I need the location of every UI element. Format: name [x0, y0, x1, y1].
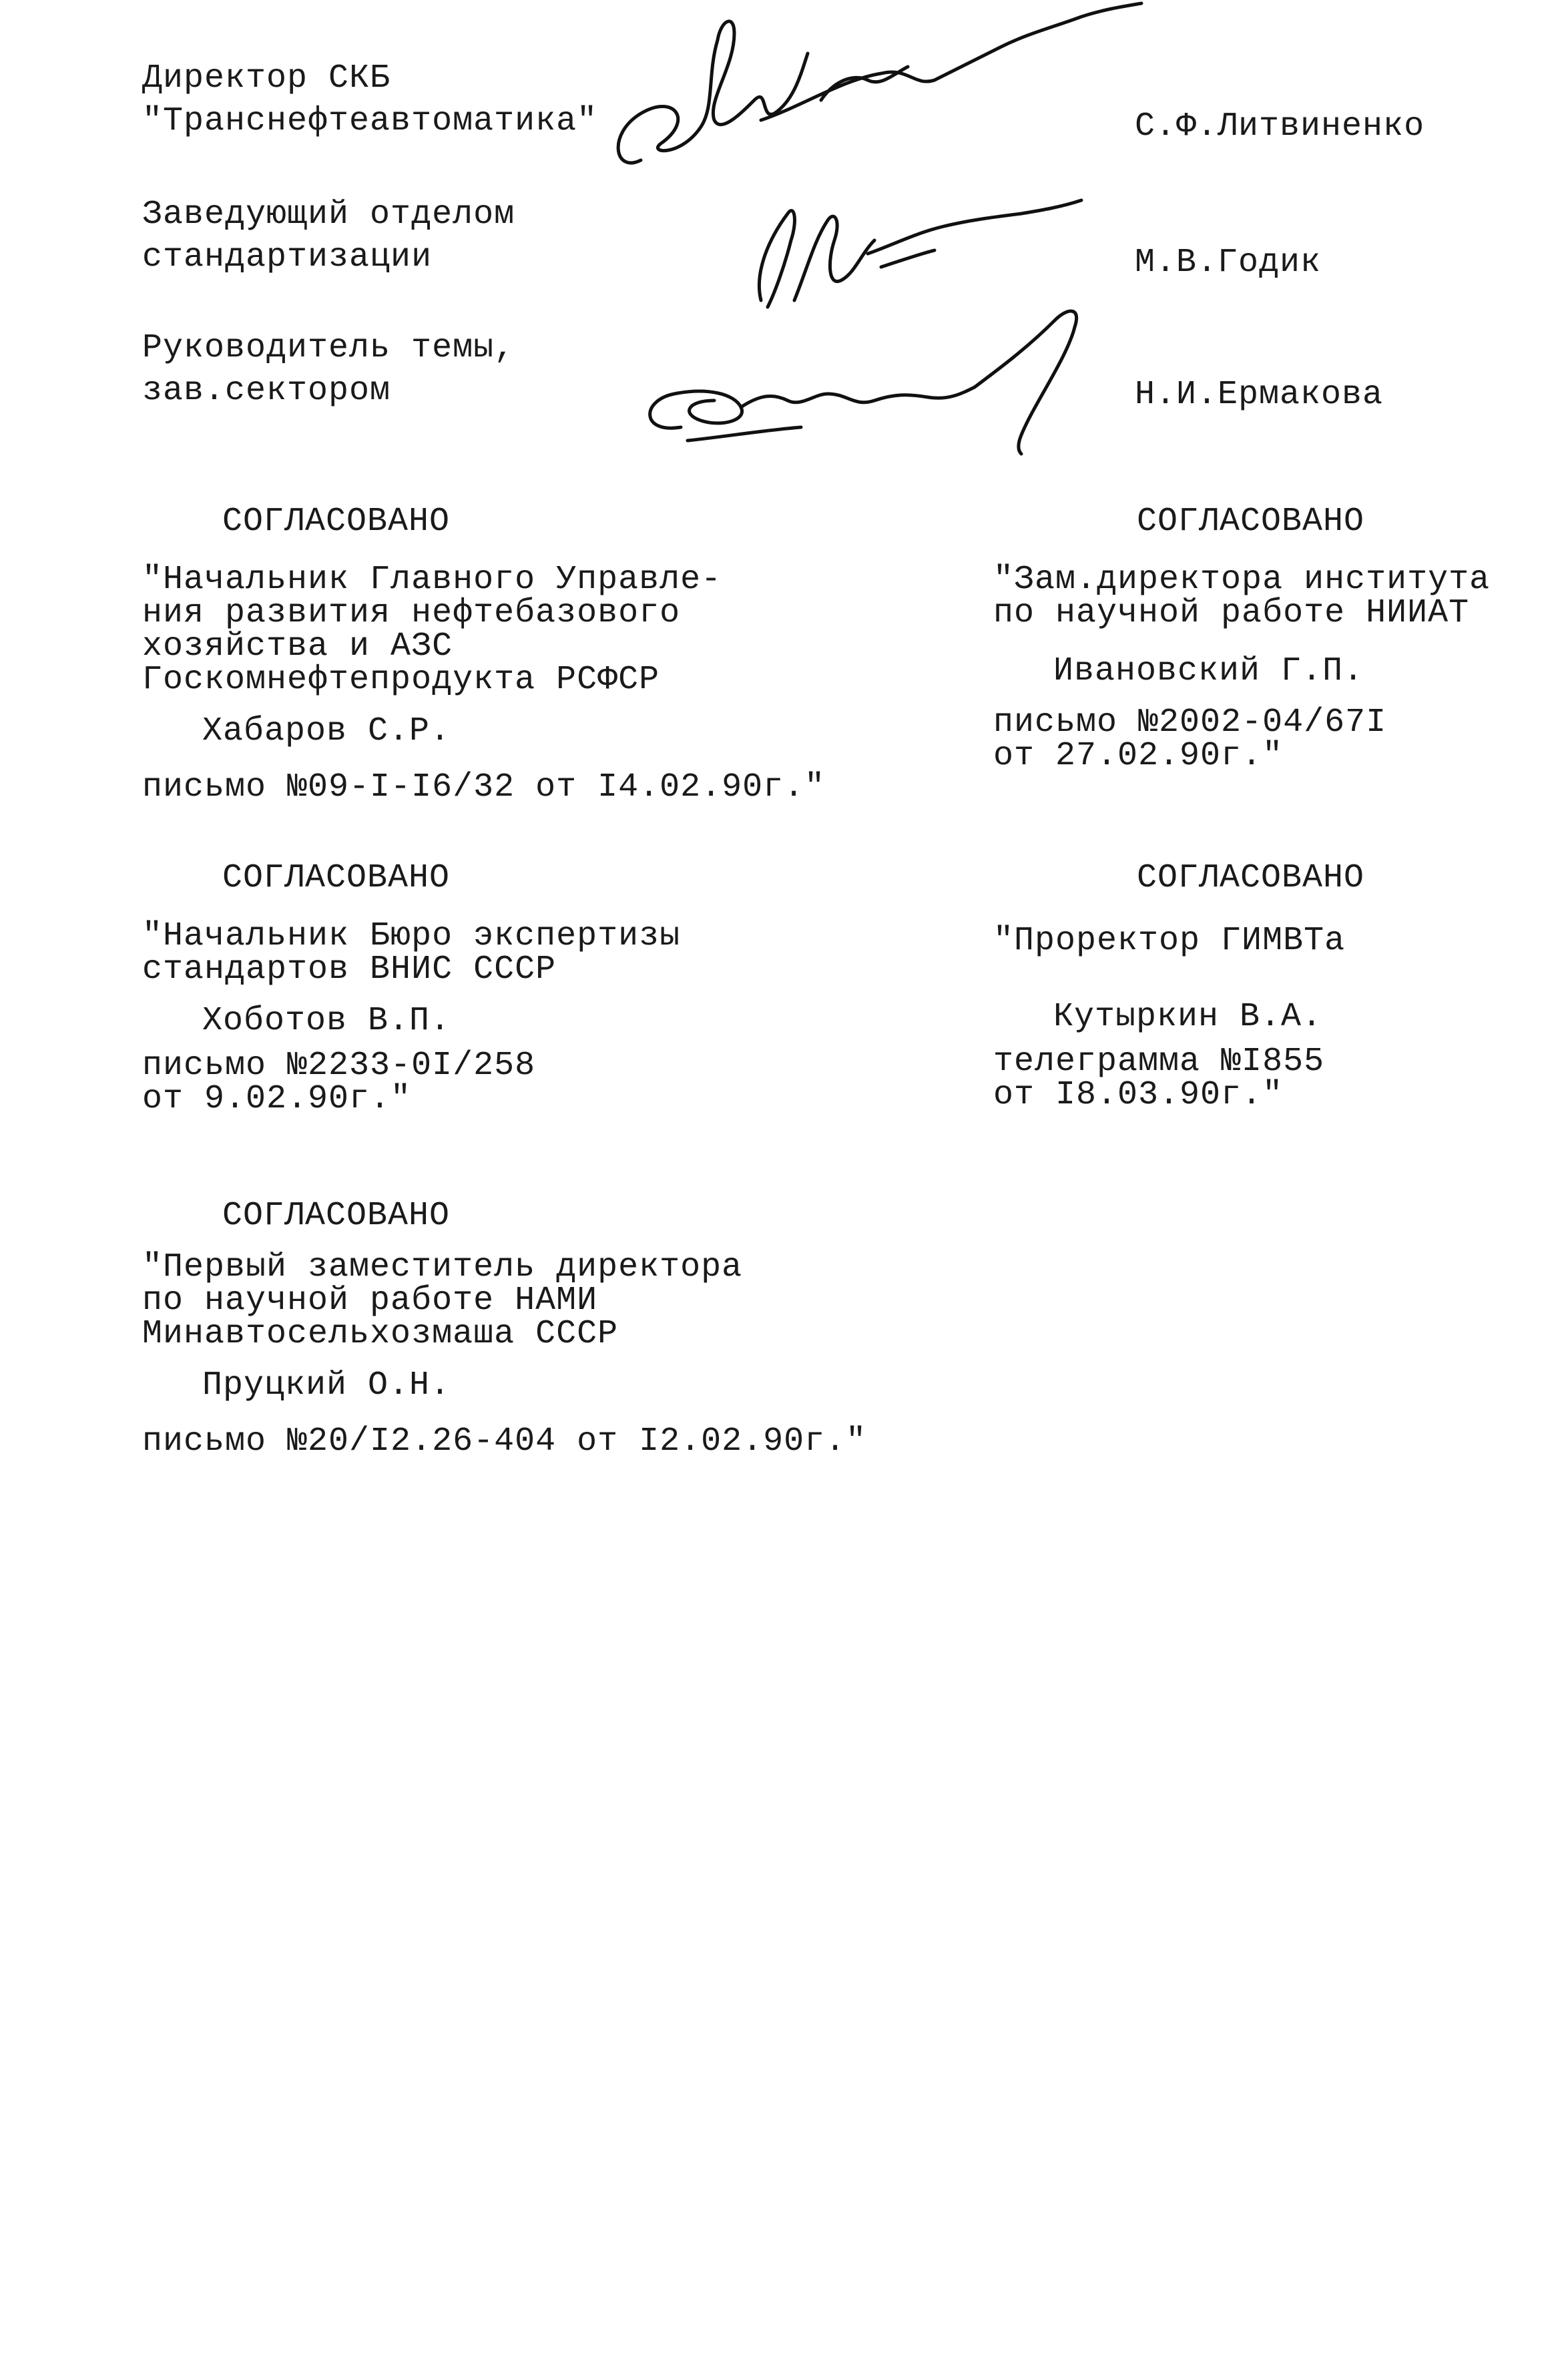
approval-heading: СОГЛАСОВАНО [1137, 503, 1365, 541]
approval-letter-line: телеграмма №I855 [993, 1043, 1325, 1081]
approval-person: Пруцкий О.Н. [202, 1366, 451, 1404]
approval-khobotov [142, 857, 680, 1116]
approval-letter-line: письмо №2233-0I/258 [142, 1047, 536, 1085]
approval-person: Хоботов В.П. [202, 1002, 451, 1040]
signatory-head-of-department [142, 194, 515, 279]
approval-person: Хабаров С.Р. [202, 712, 451, 750]
approval-body-line: Минавтосельхозмаша СССР [142, 1315, 619, 1353]
approval-letter-line: письмо №2002-04/67I [993, 704, 1387, 742]
approval-body-line: "Первый заместитель директора [142, 1248, 743, 1286]
signatory-position-line: зав.сектором [142, 372, 391, 410]
signatory-position-line: "Транснефтеавтоматика" [142, 102, 598, 140]
approval-body-line: "Начальник Бюро экспертизы [142, 917, 681, 955]
approval-khabarov [142, 501, 825, 809]
approval-body-line: по научной работе НАМИ [142, 1282, 598, 1320]
approval-body-line: "Зам.директора института [993, 561, 1491, 599]
approval-person: Ивановский Г.П. [1053, 652, 1364, 690]
signatory-director [142, 57, 597, 143]
signatory-position-line: Заведующий отделом [142, 196, 515, 234]
approval-body-line: стандартов ВНИС СССР [142, 951, 557, 989]
approval-letter-line: письмо №09-I-I6/32 от I4.02.90г." [142, 768, 826, 806]
approval-body-line: "Начальник Главного Управле- [142, 561, 722, 599]
approval-letter-line: от 9.02.90г." [142, 1080, 412, 1118]
approval-body-line: ния развития нефтебазового [142, 594, 681, 632]
approval-body-line: "Проректор ГИМВТа [993, 922, 1346, 960]
signatory-topic-lead [142, 327, 515, 413]
approval-heading: СОГЛАСОВАНО [222, 503, 451, 541]
approval-ivanovsky [993, 501, 1490, 773]
signatory-name: М.В.Годик [1135, 244, 1322, 282]
approval-heading: СОГЛАСОВАНО [1137, 859, 1365, 897]
approval-letter-line: от 27.02.90г." [993, 737, 1284, 775]
approval-heading: СОГЛАСОВАНО [222, 1197, 451, 1235]
approval-body-line: хозяйства и АЗС [142, 627, 453, 666]
approval-letter-line: от I8.03.90г." [993, 1076, 1284, 1114]
approval-letter-line: письмо №20/I2.26-404 от I2.02.90г." [142, 1422, 867, 1461]
signatory-name: Н.И.Ермакова [1135, 376, 1384, 414]
signatory-name: С.Ф.Литвиненко [1135, 107, 1425, 146]
signature-ermakova [627, 294, 1108, 467]
approval-kutyrkin [993, 857, 1364, 1112]
signatory-position-line: Директор СКБ [142, 59, 391, 97]
approval-heading: СОГЛАСОВАНО [222, 859, 451, 897]
approval-prutsky [142, 1195, 866, 1463]
signatory-position-line: стандартизации [142, 238, 433, 276]
approval-body-line: по научной работе НИИАТ [993, 594, 1470, 632]
signatory-position-line: Руководитель темы, [142, 329, 515, 367]
approval-person: Кутыркин В.А. [1053, 998, 1323, 1036]
approval-body-line: Госкомнефтепродукта РСФСР [142, 661, 660, 699]
